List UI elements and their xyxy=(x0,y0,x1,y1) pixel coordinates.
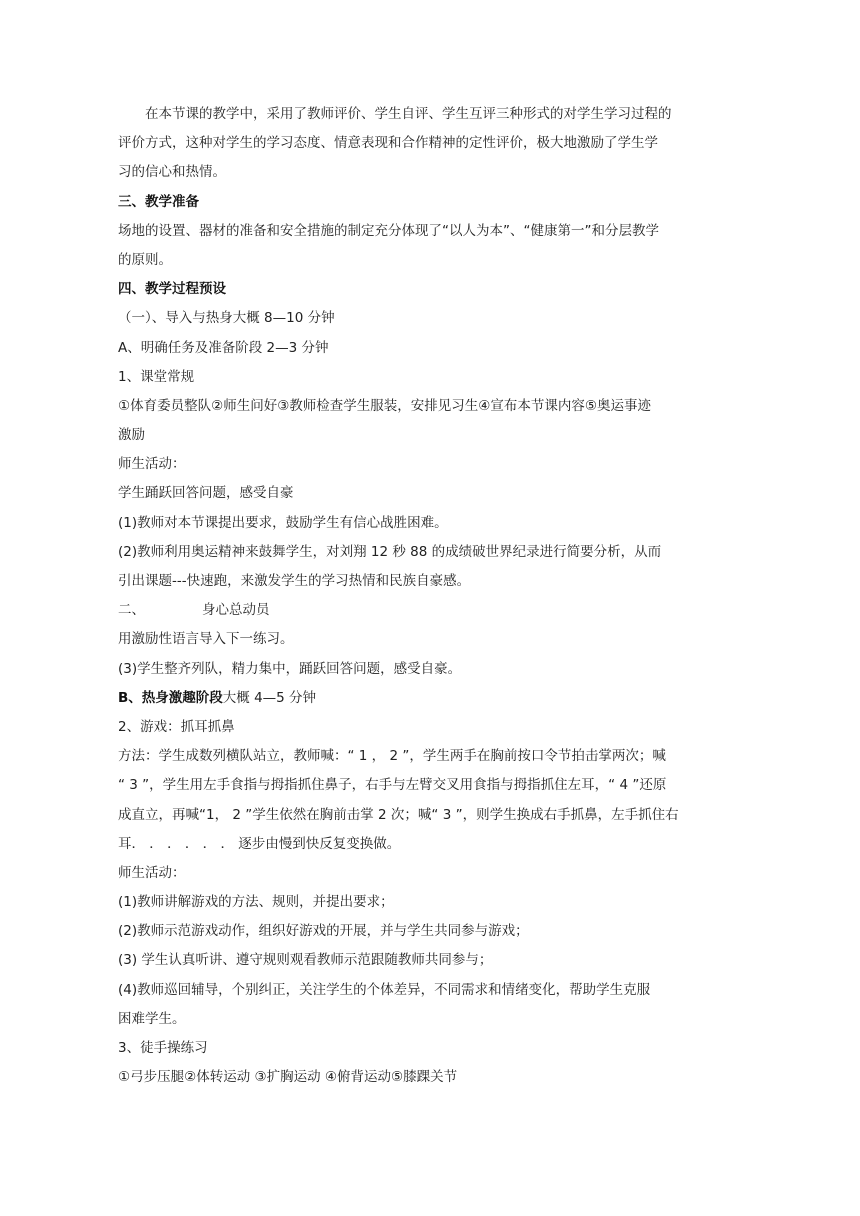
list-item: 1、课堂常规 xyxy=(118,368,195,385)
paragraph-line: (1)教师讲解游戏的方法、规则，并提出要求； xyxy=(118,894,394,911)
paragraph-line: 耳． ． ． ． ． ． 逐步由慢到快反复变换做。 xyxy=(118,835,401,852)
subsection-heading xyxy=(118,684,738,713)
paragraph-line: 学生踊跃回答问题，感受自豪 xyxy=(118,485,294,502)
paragraph-line: 方法：学生成数列横队站立，教师喊：“ 1 ， 2 ”，学生两手在胸前按口令节拍击掌两次；喊 xyxy=(118,748,666,765)
paragraph-line: (4)教师巡回辅导，个别纠正，关注学生的个体差异，不同需求和情绪变化，帮助学生克服 xyxy=(118,981,651,998)
paragraph-line: 用激励性语言导入下一练习。 xyxy=(118,631,294,648)
activity-label: 师生活动： xyxy=(118,456,186,473)
paragraph-line: 习的信心和热情。 xyxy=(118,164,226,181)
paragraph-line: 困难学生。 xyxy=(118,1010,186,1027)
paragraph-line: 的原则。 xyxy=(118,251,172,268)
paragraph-line: 激励 xyxy=(118,427,145,444)
activity-label: 师生活动： xyxy=(118,864,186,881)
paragraph-line: (3) 学生认真听讲、遵守规则观看教师示范跟随教师共同参与； xyxy=(118,952,493,969)
paragraph-line: (3)学生整齐列队，精力集中，踊跃回答问题，感受自豪。 xyxy=(118,660,462,677)
paragraph-line: (2)教师示范游戏动作，组织好游戏的开展，并与学生共同参与游戏； xyxy=(118,923,529,940)
paragraph-line: 场地的设置、器材的准备和安全措施的制定充分体现了“以人为本”、“健康第一”和分层教学 xyxy=(118,222,659,239)
paragraph-line: 评价方式，这种对学生的学习态度、情意表现和合作精神的定性评价，极大地激励了学生学 xyxy=(118,135,658,152)
list-item: 2、游戏：抓耳抓鼻 xyxy=(118,718,235,735)
paragraph-line: (2)教师利用奥运精神来鼓舞学生，对刘翔 12 秒 88 的成绩破世界纪录进行简要分析，从而 xyxy=(118,543,662,560)
paragraph-line: ①体育委员整队②师生问好③教师检查学生服装，安排见习生④宣布本节课内容⑤奥运事迹 xyxy=(118,397,652,414)
document-page xyxy=(118,100,738,1092)
paragraph-line: 在本节课的教学中，采用了教师评价、学生自评、学生互评三种形式的对学生学习过程的 xyxy=(145,106,672,122)
list-item: 3、徒手操练习 xyxy=(118,1040,208,1056)
stage-title: B、热身激趣阶段 xyxy=(118,689,223,706)
paragraph-line: “ 3 ”，学生用左手食指与拇指抓住鼻子，右手与左臂交叉用食指与拇指抓住左耳，“ 4 ”还原 xyxy=(118,777,667,794)
mobilization-title: 身心总动员 xyxy=(202,602,270,619)
stage-duration: 大概 4—5 分钟 xyxy=(222,689,317,706)
section-heading: 三、教学准备 xyxy=(118,193,199,210)
paragraph-line: 引出课题---快速跑，来激发学生的学习热情和民族自豪感。 xyxy=(118,573,471,589)
subsection-heading: （一）、导入与热身大概 8—10 分钟 xyxy=(118,310,335,327)
paragraph-line: (1)教师对本节课提出要求，鼓励学生有信心战胜困难。 xyxy=(118,514,448,531)
paragraph-line: ①弓步压腿②体转运动 ③扩胸运动 ④俯背运动⑤膝踝关节 xyxy=(118,1069,458,1086)
mobilization-heading xyxy=(118,596,738,625)
subsection-heading: A、明确任务及准备阶段 2—3 分钟 xyxy=(118,339,329,356)
section-heading: 四、教学过程预设 xyxy=(118,281,226,298)
mobilization-number: 二、 xyxy=(118,602,145,619)
paragraph-line: 成直立，再喊“1， 2 ”学生依然在胸前击掌 2 次；喊“ 3 ”，则学生换成右手抓鼻，左手抓住右 xyxy=(118,806,679,823)
